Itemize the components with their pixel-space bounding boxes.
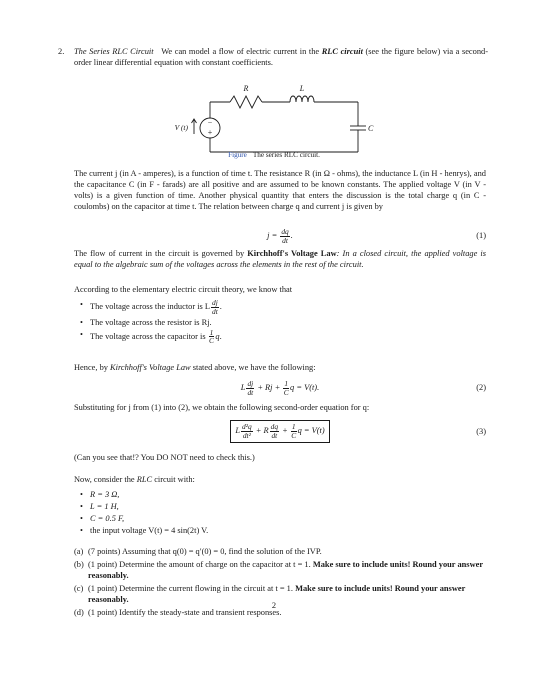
bullet-resistor bbox=[74, 317, 486, 328]
source-minus-sign: − bbox=[207, 118, 213, 127]
given-capacitance: • C = 0.5 F, bbox=[74, 513, 486, 524]
eq1-tag: (1) bbox=[476, 231, 486, 240]
equation-1: j = $\frac{dq}{dt}$ . (1) bbox=[267, 227, 486, 245]
part-a-text: (7 points) Assuming that q(0) = q′(0) = 0, find the solution of the IVP. bbox=[88, 547, 322, 556]
problem-heading bbox=[58, 46, 488, 68]
inductor-label: L bbox=[299, 84, 305, 93]
eq2-tag: (2) bbox=[476, 383, 486, 392]
given-inductance: • L = 1 H, bbox=[74, 501, 486, 512]
bullet-inductor-text: The voltage across the inductor is L bbox=[90, 302, 211, 312]
problem-intro bbox=[74, 46, 488, 68]
eq1-lhs: j = bbox=[267, 231, 278, 241]
consider-rlc: RLC bbox=[136, 475, 153, 484]
paragraph-kirchhoff bbox=[74, 248, 486, 270]
equation-3 bbox=[74, 418, 486, 444]
figure-caption-text: The series RLC circuit. bbox=[252, 151, 320, 159]
problem-title: The Series RLC Circuit bbox=[74, 47, 154, 56]
part-b-emphasis: Make sure to include units! Round your answer reasonably. bbox=[88, 560, 483, 581]
voltage-label: V (t) bbox=[174, 123, 188, 132]
part-a bbox=[74, 546, 486, 557]
kirchhoff-statement: : In a closed circuit, the applied voltage is equal to the algebraic sum of the voltages across the elements in the rest of the circuit. bbox=[74, 249, 486, 270]
figure-caption-label: Figure bbox=[228, 151, 247, 159]
bullet-resistor-text: The voltage across the resistor is Rj. bbox=[90, 317, 212, 327]
inductor-symbol bbox=[290, 96, 314, 102]
source-plus-sign: + bbox=[207, 128, 213, 137]
hence-intro: Hence, by bbox=[74, 363, 111, 372]
paragraph-substitute: Substituting for j from (1) into (2), we obtain the following second-order equation for q: bbox=[74, 403, 370, 412]
paragraph-theory: According to the elementary electric circuit theory, we know that bbox=[74, 285, 293, 294]
hence-end: stated above, we have the following: bbox=[190, 363, 316, 372]
bullet-inductor: • The voltage across the inductor is L $\frac{dj}{dt}$ . bbox=[74, 299, 486, 316]
intro-part-a: We can model a flow of electric current in the bbox=[161, 47, 322, 56]
kirchhoff-law-name: Kirchhoff's Voltage Law bbox=[247, 249, 337, 258]
resistor-label: R bbox=[243, 84, 249, 93]
part-a-label: (a) bbox=[74, 547, 84, 556]
eq1-numerator: dq bbox=[281, 227, 289, 236]
intro-part-c: (see the figure below) via a second-order linear differential equation with constant coefficients. bbox=[74, 47, 488, 68]
resistor-symbol bbox=[230, 96, 262, 108]
part-b-text: (1 point) Determine the amount of charge on the capacitor at t = 1. bbox=[88, 560, 313, 570]
part-c-text: (1 point) Determine the current flowing in the circuit at t = 1. bbox=[88, 584, 296, 594]
paragraph-consider bbox=[74, 474, 486, 485]
eq3-tag: (3) bbox=[476, 427, 486, 436]
bullet-capacitor: • The voltage across the capacitor is $\frac{1}{C}$ q. bbox=[74, 329, 486, 346]
eq3-box: L $\frac{\text{d²q}}{\text{dt²}}$ + R $\frac{dq}{dt}$ + $\frac{1}{C}$ q = V(t) bbox=[230, 420, 329, 443]
consider-intro: Now, consider the bbox=[74, 475, 137, 484]
page-number: 2 bbox=[271, 601, 277, 610]
part-d-text: (1 point) Identify the steady-state and transient responses. bbox=[88, 608, 282, 618]
paragraph-note: (Can you see that!? You DO NOT need to check this.) bbox=[74, 453, 255, 462]
part-d-label: (d) bbox=[74, 608, 84, 618]
given-resistance: • R = 3 Ω, bbox=[74, 489, 486, 500]
equation-2: L $\frac{dj}{dt}$ + Rj + $\frac{1}{C}$ q = V(t). (2) bbox=[240, 379, 486, 397]
consider-end: circuit with: bbox=[152, 475, 195, 484]
intro-rlc: RLC circuit bbox=[321, 47, 363, 56]
paragraph-definitions: The current j (in A - amperes), is a function of time t. The resistance R (in Ω - ohms), the inductance L (in H - henrys), and the capacitance C (in F - farads) are all positive and are assumed to be known constants. The applied voltage V (in V - volts) is a given function of time. Another physical quantity that enters the discussion is the total charge q (in C - coulombs) on the capacitor at time t. The relation between charge q and current j is given by bbox=[74, 169, 486, 212]
problem-number: 2. bbox=[58, 47, 65, 56]
part-b-label: (b) bbox=[74, 560, 84, 570]
figure-caption bbox=[0, 151, 548, 161]
hence-law-name: Kirchhoff's Voltage Law bbox=[110, 363, 191, 372]
paragraph-hence bbox=[74, 362, 486, 373]
given-values-list bbox=[74, 488, 486, 537]
given-voltage: • the input voltage V(t) = 4 sin(2t) V. bbox=[74, 525, 486, 536]
bullet-capacitor-text: The voltage across the capacitor is bbox=[90, 331, 206, 341]
voltage-bullet-list bbox=[74, 298, 486, 346]
eq1-denominator: dt bbox=[282, 235, 288, 245]
part-c-label: (c) bbox=[74, 584, 84, 594]
part-b bbox=[74, 559, 486, 581]
kirchhoff-intro: The flow of current in the circuit is governed by bbox=[74, 249, 248, 258]
capacitor-label: C bbox=[368, 124, 374, 133]
part-c-emphasis: Make sure to include units! Round your answer reasonably. bbox=[88, 584, 466, 605]
